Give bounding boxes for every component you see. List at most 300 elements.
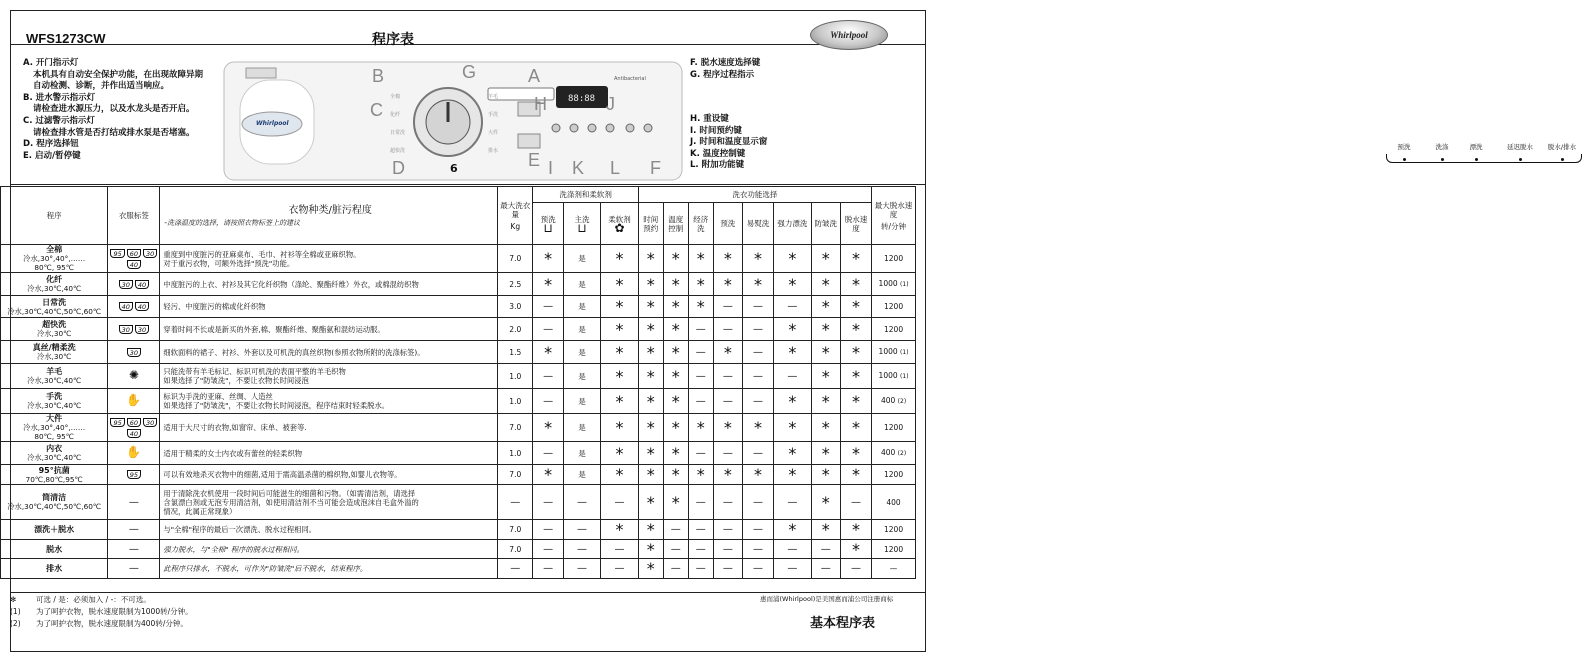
spin-value: 400 <box>880 396 896 405</box>
load-cell: 7.0 <box>498 465 533 485</box>
legend-item-title: C. 过滤警示指示灯 <box>23 115 95 126</box>
panel-letter-c: C <box>370 100 383 120</box>
cell-mark: * <box>774 442 812 465</box>
cell-mark: — <box>774 364 812 389</box>
load-cell: 7.0 <box>498 540 533 559</box>
program-temp: 冷水,30℃,40℃ <box>27 453 82 462</box>
program-name: 大件 <box>46 414 63 423</box>
care-tag-icon: 30 <box>119 325 133 334</box>
fabric-desc-line: 可以有效地杀灭衣物中的细菌,适用于需高温杀菌的棉织物,如婴儿衣物等。 <box>163 470 402 479</box>
cell-mark: — <box>663 540 688 559</box>
stage-label: 漂洗 <box>1469 143 1483 151</box>
panel-brand: Whirlpool <box>256 120 289 127</box>
program-temp: 冷水,30℃,40℃,50℃,60℃ <box>7 306 102 316</box>
col-function: 强力漂洗 <box>774 203 812 245</box>
care-label-none: — <box>128 543 139 555</box>
cell-mark: — <box>774 296 812 318</box>
panel-letter-f: F <box>650 158 661 178</box>
panel-letter-b: B <box>372 66 385 86</box>
cell-mark: — <box>688 318 713 341</box>
program-name: 筒清洁 <box>42 493 67 502</box>
col-max-load <box>498 187 533 245</box>
spin-cell <box>872 273 916 296</box>
svg-text:化纤: 化纤 <box>390 112 401 118</box>
drawer-1-icon: ⊔ <box>543 220 553 235</box>
legend-right <box>690 58 1577 171</box>
capacity-badge: 6 <box>450 162 458 175</box>
cell-mark: * <box>688 296 713 318</box>
cell-mark: — <box>840 559 871 579</box>
col-function: 防皱洗 <box>811 203 840 245</box>
program-cell <box>1 245 108 273</box>
cell-mark: * <box>742 465 773 485</box>
cell-mark: * <box>840 520 871 540</box>
panel-letter-l: L <box>610 158 621 178</box>
prewash-label: 预洗 <box>540 214 556 224</box>
cell-mark: — <box>563 540 601 559</box>
cell-mark: — <box>663 559 688 579</box>
col-softener <box>601 203 639 245</box>
cell-mark: * <box>663 485 688 520</box>
cell-mark: * <box>811 341 840 364</box>
cell-mark: * <box>533 414 563 442</box>
program-temp: 冷水,30℃ <box>36 352 72 361</box>
fabric-desc-cell <box>160 442 498 465</box>
stage-label: 洗涤 <box>1435 143 1449 151</box>
care-label-cell <box>108 341 160 364</box>
cell-mark: — <box>688 341 713 364</box>
program-name: 全棉 <box>46 245 63 254</box>
rpm-label: 转/分钟 <box>881 221 907 231</box>
fabric-desc-cell <box>160 296 498 318</box>
load-cell: 7.0 <box>498 245 533 273</box>
load-cell: 1.5 <box>498 341 533 364</box>
fabric-desc-line: 含氯漂白剂或无泡专用清洁剂，如使用清洁剂不当可能会造成泡沫自毛盒外溢的 <box>163 497 419 507</box>
cell-mark: * <box>638 414 663 442</box>
spin-cell <box>872 245 916 273</box>
cell-mark: * <box>638 389 663 414</box>
cell-mark: * <box>774 273 812 296</box>
load-cell: 7.0 <box>498 414 533 442</box>
spin-cell <box>872 389 916 414</box>
footer-divider <box>11 592 925 593</box>
panel-letter-g: G <box>462 62 477 82</box>
fabric-desc-cell <box>160 414 498 442</box>
spin-value: 1200 <box>884 254 904 263</box>
fabric-desc-line: 此程序只排水，不脱水，可作为"防皱洗"后不脱水，结束程序。 <box>163 564 368 573</box>
cell-mark: 是 <box>563 341 601 364</box>
mainwash-label: 主洗 <box>574 214 590 224</box>
legend-item-title: G. 程序过程指示 <box>690 69 755 80</box>
fabric-desc-cell <box>160 318 498 341</box>
panel-letter-d: D <box>392 158 405 178</box>
hand-wash-icon: ✋ <box>126 393 142 407</box>
cell-mark: — <box>742 389 773 414</box>
fabric-desc-line: 中度脏污的上衣、衬衫及其它化纤织物（涤纶、聚酯纤维）外衣，或棉混纺织物 <box>163 279 419 289</box>
cell-mark: * <box>811 485 840 520</box>
care-label-cell <box>108 273 160 296</box>
cell-mark: * <box>601 341 639 364</box>
care-label-cell <box>108 442 160 465</box>
cell-mark: — <box>742 520 773 540</box>
footer-note-text: 可选 / 是：必须加入 / -：不可选。 <box>36 595 151 604</box>
cell-mark: — <box>742 296 773 318</box>
col-function: 时间预约 <box>638 203 663 245</box>
cell-mark: — <box>713 559 742 579</box>
fabric-desc-line: 用于清除洗衣机使用一段时间后可能滋生的细菌和污物。（如需清洁剂，请选择 <box>163 488 416 498</box>
cell-mark: — <box>742 442 773 465</box>
care-label-cell <box>108 520 160 540</box>
care-tag-icon: 60 <box>127 249 141 258</box>
legend-item-title: L. 附加功能键 <box>690 160 745 171</box>
cell-mark: * <box>811 465 840 485</box>
spin-value: 1200 <box>884 470 904 479</box>
care-label-cell <box>108 540 160 559</box>
cell-mark: * <box>533 465 563 485</box>
program-cell <box>1 364 108 389</box>
cell-mark: * <box>713 414 742 442</box>
program-table <box>0 186 916 579</box>
load-cell: 1.0 <box>498 442 533 465</box>
cell-mark: 是 <box>563 465 601 485</box>
cell-mark: * <box>663 389 688 414</box>
cell-mark: — <box>742 540 773 559</box>
cell-mark: — <box>742 485 773 520</box>
care-label-cell <box>108 318 160 341</box>
cell-mark: * <box>663 414 688 442</box>
care-tag-icon: 40 <box>135 302 149 311</box>
fabric-desc-cell <box>160 341 498 364</box>
cell-mark: — <box>713 540 742 559</box>
program-temp: 冷水,30°,40°,…… <box>23 254 86 263</box>
col-function: 易熨洗 <box>742 203 773 245</box>
program-name: 95°抗菌 <box>38 465 70 475</box>
table-row <box>1 296 916 318</box>
cell-mark: — <box>774 559 812 579</box>
program-cell <box>1 341 108 364</box>
page-title: 程序表 <box>372 32 414 48</box>
program-name: 真丝/精柔洗 <box>32 343 76 352</box>
cell-mark: * <box>811 442 840 465</box>
cell-mark: * <box>811 520 840 540</box>
cell-mark: * <box>601 364 639 389</box>
panel-letter-i: I <box>548 158 554 178</box>
fabric-desc-cell <box>160 273 498 296</box>
cell-mark: * <box>601 414 639 442</box>
care-tag-icon: 40 <box>127 429 141 438</box>
program-cell <box>1 520 108 540</box>
cell-mark: * <box>601 389 639 414</box>
cell-mark: * <box>840 442 871 465</box>
col-function-group: 洗衣功能选择 <box>638 187 871 203</box>
fabric-desc-cell <box>160 485 498 520</box>
cell-mark: 是 <box>563 364 601 389</box>
program-cell <box>1 485 108 520</box>
cell-mark: — <box>688 364 713 389</box>
panel-letter-h: H <box>534 94 547 114</box>
stage-dot <box>1561 158 1564 161</box>
cell-mark: * <box>601 318 639 341</box>
fabric-desc-cell <box>160 364 498 389</box>
care-tag-icon: 30 <box>143 418 157 427</box>
cell-mark: * <box>601 296 639 318</box>
col-function: 温度控制 <box>663 203 688 245</box>
fabric-desc-line: 情况，此属正常现象） <box>163 506 237 516</box>
fabric-desc-cell <box>160 559 498 579</box>
control-panel-illustration <box>222 58 684 184</box>
cell-mark: — <box>688 559 713 579</box>
cell-mark: * <box>713 245 742 273</box>
fabric-desc-cell <box>160 465 498 485</box>
table-row <box>1 364 916 389</box>
legend-item-title: A. 开门指示灯 <box>23 58 79 68</box>
cell-mark: * <box>638 540 663 559</box>
cell-mark: * <box>774 341 812 364</box>
cell-mark: * <box>811 389 840 414</box>
cell-mark: * <box>601 442 639 465</box>
program-temp: 冷水,30℃,40℃ <box>27 401 82 410</box>
legend-item-title: H. 重设键 <box>690 114 729 124</box>
program-temp: 70℃,80℃,95℃ <box>25 474 83 484</box>
footer-note-text: 为了呵护衣物，脱水速度限制为1000转/分钟。 <box>36 607 193 616</box>
spin-note: (2) <box>897 450 907 457</box>
cell-mark: — <box>533 364 563 389</box>
cell-mark: — <box>840 485 871 520</box>
cell-mark: — <box>563 559 601 579</box>
cell-mark: * <box>638 364 663 389</box>
care-tag-icon: 40 <box>119 302 133 311</box>
program-cell <box>1 273 108 296</box>
col-function: 预洗 <box>713 203 742 245</box>
table-row <box>1 245 916 273</box>
spin-value: 1000 <box>878 347 898 356</box>
footer-note-key: ✻ <box>10 595 17 604</box>
program-cell <box>1 442 108 465</box>
stage-dot <box>1403 158 1406 161</box>
legend-left <box>23 58 223 162</box>
program-name: 日常洗 <box>42 297 67 307</box>
program-temp: 冷水,30℃,40℃ <box>27 376 82 385</box>
cell-mark: — <box>774 540 812 559</box>
cell-mark: — <box>533 559 563 579</box>
section-divider <box>11 184 925 185</box>
cell-mark: — <box>601 540 639 559</box>
table-row <box>1 442 916 465</box>
footer-note-key: (2) <box>10 619 21 628</box>
cell-mark: * <box>663 318 688 341</box>
spin-cell <box>872 559 916 579</box>
program-temp: 冷水,30℃,40℃ <box>27 284 82 293</box>
load-cell: — <box>498 559 533 579</box>
program-temp: 冷水,30°,40°,…… <box>23 423 86 432</box>
col-mainwash <box>563 203 601 245</box>
cell-mark: * <box>774 245 812 273</box>
program-cell <box>1 465 108 485</box>
program-temp: 80℃, 95℃ <box>34 432 74 441</box>
fabric-desc-line: 轻污、中度脏污的棉或化纤织物 <box>163 302 266 311</box>
cell-mark: * <box>638 559 663 579</box>
footer-note <box>10 618 910 630</box>
fabric-note: -洗涤温度的选择，请按照衣物标签上的建议 <box>164 218 300 227</box>
drawer-2-icon: ⊔ <box>577 220 587 235</box>
program-cell <box>1 559 108 579</box>
spin-value: 400 <box>880 448 896 457</box>
care-tag-icon: 30 <box>127 348 141 357</box>
softener-label: 柔软剂 <box>608 214 631 224</box>
cell-mark: — <box>713 389 742 414</box>
spin-value: 1000 <box>878 279 898 288</box>
program-cell <box>1 414 108 442</box>
cell-mark: — <box>713 318 742 341</box>
cell-mark: — <box>533 540 563 559</box>
cell-mark: * <box>663 245 688 273</box>
spin-value: 1200 <box>884 525 904 534</box>
program-cell <box>1 296 108 318</box>
cell-mark: * <box>774 389 812 414</box>
cell-mark: * <box>811 245 840 273</box>
cell-mark: * <box>688 465 713 485</box>
cell-mark: * <box>840 465 871 485</box>
fabric-desc-line: 如果选择了"防皱洗"，不要让衣物长时间浸泡，程序结束时轻柔脱水。 <box>163 401 390 410</box>
cell-mark: — <box>713 520 742 540</box>
spin-cell <box>872 540 916 559</box>
legend-item-title: B. 进水警示指示灯 <box>23 92 96 103</box>
cell-mark: — <box>533 296 563 318</box>
cell-mark: * <box>774 414 812 442</box>
cell-mark: — <box>811 559 840 579</box>
table-row <box>1 414 916 442</box>
program-cell <box>1 318 108 341</box>
panel-letter-j: J <box>606 94 615 114</box>
spin-cell <box>872 318 916 341</box>
max-spin-label: 最大脱水速度 <box>874 200 913 219</box>
cell-mark: * <box>663 296 688 318</box>
spin-note: (1) <box>900 281 909 288</box>
cell-mark: * <box>774 318 812 341</box>
cell-mark: * <box>663 465 688 485</box>
cell-mark: — <box>563 520 601 540</box>
footer-title: 基本程序表 <box>810 616 876 631</box>
program-cell <box>1 389 108 414</box>
care-tag-icon: 40 <box>127 260 141 269</box>
cell-mark: * <box>533 341 563 364</box>
cell-mark: — <box>533 318 563 341</box>
cell-mark: — <box>601 559 639 579</box>
fabric-desc-line: 与"全棉"程序的最后一次漂洗、脱水过程相同。 <box>163 525 317 534</box>
cell-mark: * <box>601 273 639 296</box>
cell-mark: — <box>742 559 773 579</box>
fabric-desc-line: 适用于精柔的女士内衣或有蕾丝的轻柔织物 <box>163 448 303 458</box>
panel-letter-e: E <box>528 150 541 170</box>
antibacterial-badge: Antibacterial <box>614 76 646 82</box>
cell-mark: * <box>742 245 773 273</box>
col-function: 经济洗 <box>688 203 713 245</box>
cell-mark: * <box>663 364 688 389</box>
legend-item-line: 请检查进水源压力，以及水龙头是否开启。 <box>33 104 195 115</box>
load-cell: 1.0 <box>498 364 533 389</box>
cell-mark: * <box>533 245 563 273</box>
cell-mark: * <box>840 389 871 414</box>
cell-mark: — <box>713 364 742 389</box>
load-cell: 2.0 <box>498 318 533 341</box>
fabric-desc-cell <box>160 540 498 559</box>
cell-mark: — <box>742 341 773 364</box>
fabric-desc-line: 细软面料的裙子、衬衫、外套以及可机洗的真丝织物(参照衣物所附的洗涤标签)。 <box>163 347 425 357</box>
cell-mark: — <box>563 485 601 520</box>
care-label-cell <box>108 559 160 579</box>
cell-mark: — <box>663 520 688 540</box>
col-care-label: 衣服标签 <box>108 187 160 245</box>
cell-mark: * <box>811 318 840 341</box>
program-name: 漂洗＋脱水 <box>34 525 75 534</box>
cell-mark: * <box>638 442 663 465</box>
program-temp: 冷水,30℃,40℃,50℃,60℃ <box>7 502 102 511</box>
spin-cell <box>872 341 916 364</box>
cell-mark: * <box>840 341 871 364</box>
spin-cell <box>872 364 916 389</box>
cell-mark: * <box>742 414 773 442</box>
legend-item-title: E. 启动/暂停键 <box>23 150 81 161</box>
cell-mark: * <box>811 414 840 442</box>
cell-mark: * <box>811 364 840 389</box>
cell-mark: * <box>713 341 742 364</box>
col-detergent-group: 洗涤剂和柔软剂 <box>533 187 638 203</box>
cell-mark: * <box>840 540 871 559</box>
fabric-desc-line: 适用于大尺寸的衣物,如窗帘、床单、被套等. <box>163 423 307 432</box>
spin-cell <box>872 520 916 540</box>
max-load-label: 最大洗衣量 <box>500 200 531 219</box>
table-row <box>1 389 916 414</box>
brand-logo: Whirlpool <box>810 20 888 50</box>
table-row <box>1 540 916 559</box>
cell-mark: * <box>713 465 742 485</box>
stage-label: 脱水/排水 <box>1547 143 1577 151</box>
table-row <box>1 318 916 341</box>
table-row <box>1 341 916 364</box>
svg-text:全棉: 全棉 <box>390 94 401 100</box>
spin-note: (1) <box>900 373 909 380</box>
care-label-cell <box>108 414 160 442</box>
cell-mark: — <box>713 485 742 520</box>
spin-cell <box>872 414 916 442</box>
spin-value: 1200 <box>884 324 904 334</box>
legend-item-title: J. 时间和温度显示窗 <box>690 137 768 148</box>
cell-mark: — <box>533 520 563 540</box>
spin-cell <box>872 296 916 318</box>
cell-mark: — <box>533 389 563 414</box>
cell-mark: 是 <box>563 414 601 442</box>
care-label-cell <box>108 364 160 389</box>
cell-mark: — <box>774 485 812 520</box>
care-label-cell <box>108 485 160 520</box>
fabric-title: 衣物种类/脏污程度 <box>288 204 372 216</box>
cell-mark: * <box>688 273 713 296</box>
program-name: 超快洗 <box>42 320 67 329</box>
col-max-spin <box>872 187 916 245</box>
spin-value: 1200 <box>884 302 904 311</box>
col-program: 程序 <box>1 187 108 245</box>
table-row <box>1 485 916 520</box>
program-temp: 冷水,30℃ <box>36 329 72 338</box>
cell-mark: — <box>713 442 742 465</box>
care-tag-icon: 30 <box>135 325 149 334</box>
cell-mark: * <box>840 364 871 389</box>
col-fabric <box>160 187 498 245</box>
stage-dot <box>1519 158 1522 161</box>
cell-mark: * <box>811 296 840 318</box>
svg-text:排水: 排水 <box>488 148 499 154</box>
cell-mark: — <box>688 540 713 559</box>
